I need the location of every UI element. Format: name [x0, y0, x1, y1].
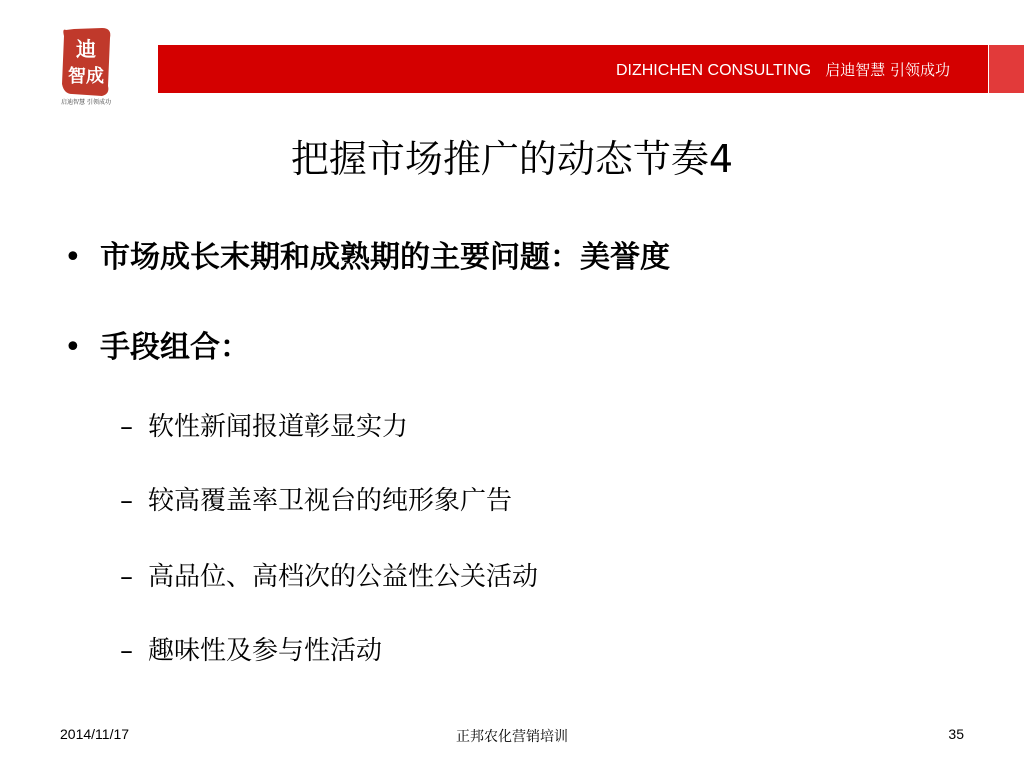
company-logo [52, 24, 120, 114]
bullet-item [64, 238, 670, 278]
bullet-dot-icon: • [64, 330, 82, 365]
header-accent-block [989, 45, 1024, 93]
logo-caption: 启迪智慧 引领成功 [61, 99, 111, 106]
sub-bullet-text: 高品位、高档次的公益性公关活动 [148, 562, 539, 592]
header-bar [158, 45, 988, 93]
svg-text:智成: 智成 [68, 66, 104, 87]
bullet-item [64, 328, 250, 368]
sub-bullet-text: 软性新闻报道彰显实力 [148, 412, 409, 442]
dash-icon: – [120, 412, 133, 442]
sub-bullet-item [120, 484, 512, 518]
svg-text:迪: 迪 [76, 37, 96, 61]
header-slogan [616, 61, 950, 80]
footer-title: 正邦农化营销培训 [456, 729, 568, 745]
sub-bullet-item [120, 410, 408, 444]
page-number: 35 [948, 726, 964, 742]
bullet-dot-icon: • [64, 240, 82, 275]
sub-bullet-item [120, 560, 538, 594]
seal-logo-icon [58, 24, 114, 98]
sub-bullet-text: 趣味性及参与性活动 [148, 636, 383, 666]
bullet-text: 市场成长末期和成熟期的主要问题：美誉度 [100, 240, 670, 275]
footer-date: 2014/11/17 [60, 726, 130, 742]
sub-bullet-item [120, 634, 382, 668]
dash-icon: – [120, 486, 133, 516]
sub-bullet-text: 较高覆盖率卫视台的纯形象广告 [148, 486, 513, 516]
bullet-text: 手段组合： [100, 330, 250, 365]
header-company-name: DIZHICHEN CONSULTING [615, 62, 812, 79]
dash-icon: – [120, 636, 133, 666]
slide-title: 把握市场推广的动态节奏4 [290, 137, 734, 181]
dash-icon: – [120, 562, 133, 592]
header-motto: 启迪智慧 引领成功 [825, 61, 950, 79]
